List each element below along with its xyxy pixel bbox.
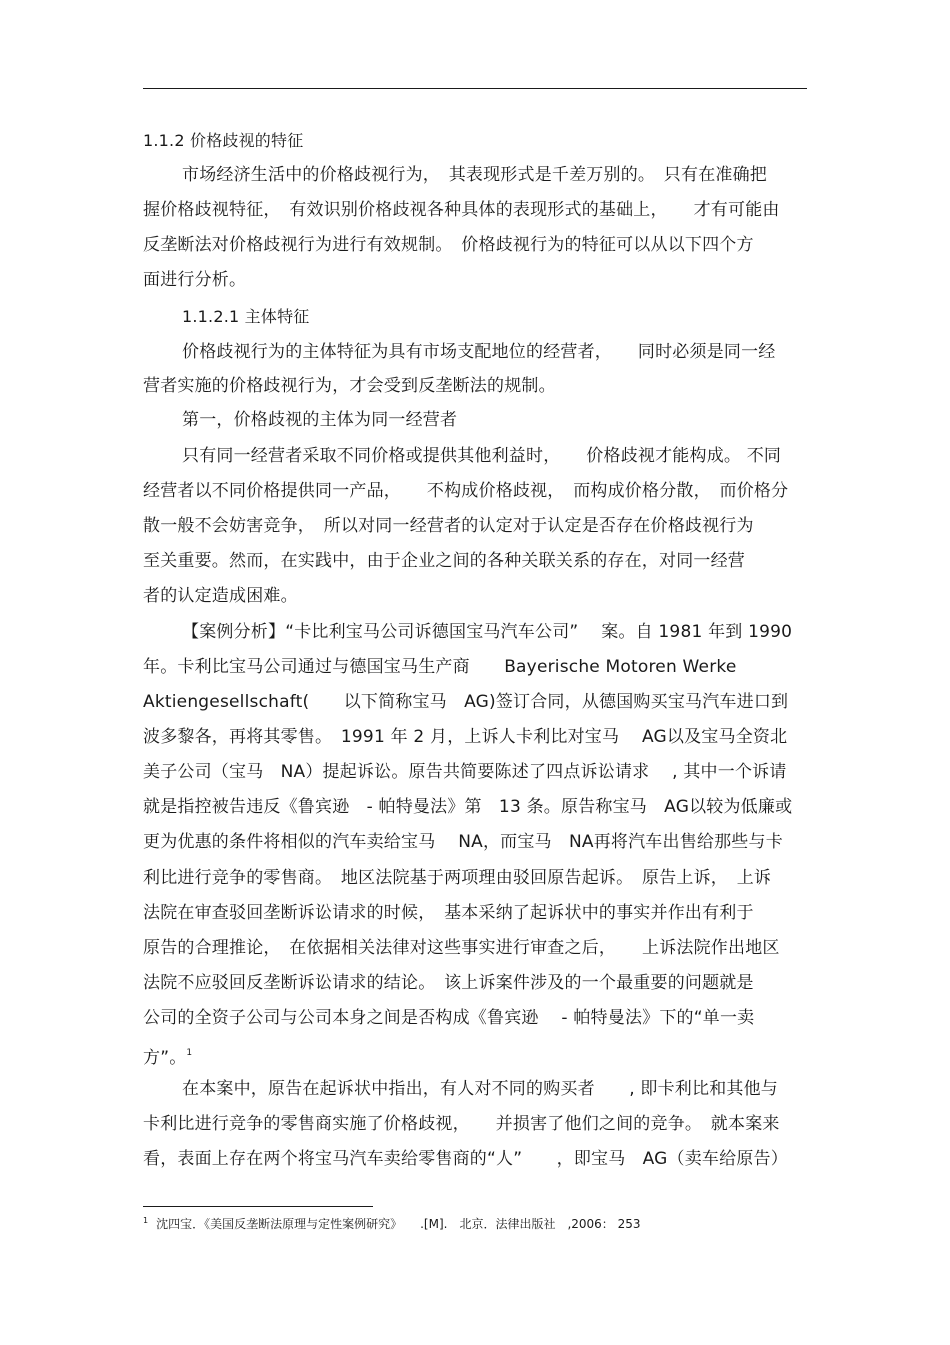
- paragraph-1-line-3: 反垄断法对价格歧视行为进行有效规制。 价格歧视行为的特征可以从以下四个方: [143, 235, 754, 255]
- paragraph-1-line-2: 握价格歧视特征， 有效识别价格歧视各种具体的表现形式的基础上， 才有可能由: [143, 200, 780, 220]
- paragraph-5-line-1: 【案例分析】“卡比利宝马公司诉德国宝马汽车公司” 案。自 1981 年到 1990: [182, 622, 793, 642]
- paragraph-5-line-6: 就是指控被告违反《鲁宾逊 - 帕特曼法》第 13 条。原告称宝马 AG以较为低廉或: [143, 797, 793, 817]
- paragraph-2-line-2: 营者实施的价格歧视行为，才会受到反垄断法的规制。: [143, 376, 556, 396]
- paragraph-5-line-12: 公司的全资子公司与公司本身之间是否构成《鲁宾逊 - 帕特曼法》下的“单一卖: [143, 1008, 755, 1028]
- paragraph-5-line-7: 更为优惠的条件将相似的汽车卖给宝马 NA，而宝马 NA再将汽车出售给那些与卡: [143, 832, 783, 852]
- paragraph-5-line-9: 法院在审查驳回垄断诉讼请求的时候， 基本采纳了起诉状中的事实并作出有利于: [143, 903, 754, 923]
- paragraph-5-line-5: 美子公司（宝马 NA）提起诉讼。原告共简要陈述了四点诉讼请求 , 其中一个诉请: [143, 762, 787, 782]
- paragraph-5-last-text: 方”。: [143, 1048, 187, 1068]
- header-rule: [143, 88, 807, 89]
- paragraph-5-line-8: 利比进行竞争的零售商。 地区法院基于两项理由驳回原告起诉。 原告上诉， 上诉: [143, 868, 772, 888]
- subsection-heading: 1.1.2.1 主体特征: [182, 307, 310, 326]
- paragraph-5-line-13: [143, 1042, 811, 1069]
- paragraph-1-line-1: 市场经济生活中的价格歧视行为， 其表现形式是千差万别的。 只有在准确把: [182, 165, 767, 185]
- paragraph-4-line-1: 只有同一经营者采取不同价格或提供其他利益时， 价格歧视才能构成。 不同: [182, 446, 782, 466]
- section-heading: 1.1.2 价格歧视的特征: [143, 131, 304, 150]
- paragraph-2-line-1: 价格歧视行为的主体特征为具有市场支配地位的经营者， 同时必须是同一经: [182, 342, 776, 362]
- paragraph-5-line-2: 年。卡利比宝马公司通过与德国宝马生产商 Bayerische Motoren Werke: [143, 657, 737, 677]
- footnote-rule: [143, 1206, 373, 1207]
- paragraph-4-line-2: 经营者以不同价格提供同一产品， 不构成价格歧视， 而构成价格分散， 而价格分: [143, 481, 789, 501]
- paragraph-5-line-3: Aktiengesellschaft( 以下简称宝马 AG)签订合同，从德国购买宝马汽车进口到: [143, 692, 789, 712]
- paragraph-1-line-4: 面进行分析。: [143, 270, 247, 290]
- footnote-reference[interactable]: 1: [186, 1048, 193, 1058]
- paragraph-3-line-1: 第一，价格歧视的主体为同一经营者: [182, 410, 458, 430]
- paragraph-4-line-4: 至关重要。然而，在实践中，由于企业之间的各种关联关系的存在，对同一经营: [143, 551, 745, 571]
- footnote-marker: 1: [143, 1216, 149, 1225]
- paragraph-6-line-3: 看，表面上存在两个将宝马汽车卖给零售商的“人” ，即宝马 AG（卖车给原告）: [143, 1149, 788, 1169]
- paragraph-5-line-4: 波多黎各，再将其零售。 1991 年 2 月，上诉人卡利比对宝马 AG以及宝马全资北: [143, 727, 788, 747]
- footnote-text: 沈四宝．《美国反垄断法原理与定性案例研究》 .[M]. 北京．法律出版社 ,2006： 253: [156, 1217, 641, 1231]
- paragraph-6-line-2: 卡利比进行竞争的零售商实施了价格歧视， 并损害了他们之间的竞争。 就本案来: [143, 1114, 780, 1134]
- paragraph-4-line-5: 者的认定造成困难。: [143, 586, 298, 606]
- paragraph-4-line-3: 散一般不会妨害竞争， 所以对同一经营者的认定对于认定是否存在价格歧视行为: [143, 516, 754, 536]
- paragraph-6-line-1: 在本案中，原告在起诉状中指出，有人对不同的购买者 , 即卡利比和其他与: [182, 1079, 779, 1099]
- footnote: [143, 1213, 641, 1232]
- paragraph-5-line-11: 法院不应驳回反垄断诉讼请求的结论。 该上诉案件涉及的一个最重要的问题就是: [143, 973, 754, 993]
- paragraph-5-line-10: 原告的合理推论， 在依据相关法律对这些事实进行审查之后， 上诉法院作出地区: [143, 938, 780, 958]
